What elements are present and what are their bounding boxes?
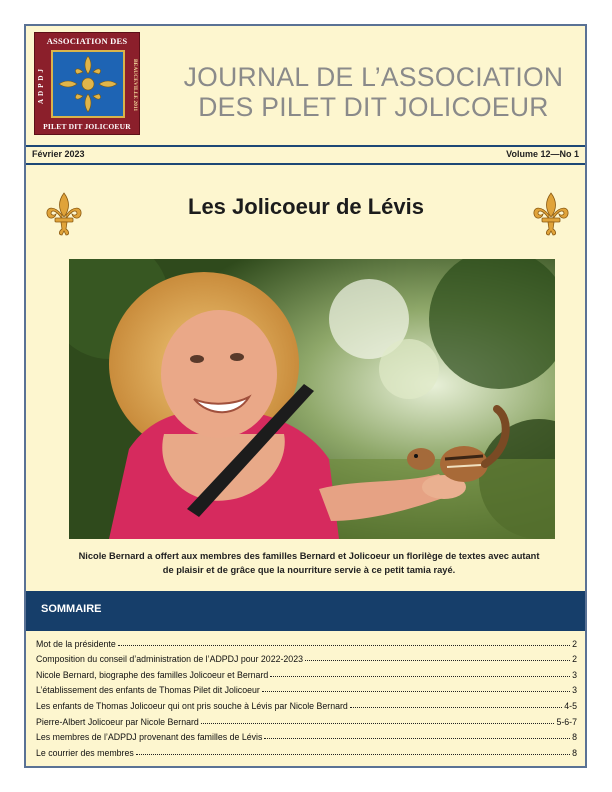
toc-item-title: Les membres de l’ADPDJ provenant des familles de Lévis [36,732,263,743]
toc-leader-dots [350,707,562,708]
logo-emblem [51,50,125,118]
cover-photo [69,259,555,539]
toc-leader-dots [264,738,570,739]
toc-item-page: 2 [572,638,577,649]
toc-item-title: Pierre-Albert Jolicoeur par Nicole Bernard [36,716,199,727]
toc-item-page: 3 [572,669,577,680]
toc-item-title: Le courrier des membres [36,747,134,758]
toc-item[interactable] [36,649,577,665]
logo-top-text: ASSOCIATION DES [46,36,128,46]
association-logo [34,32,140,135]
toc-item-page: 8 [572,747,577,758]
sommaire-header [26,591,585,631]
toc-item-page: 3 [572,685,577,696]
toc-item[interactable] [36,695,577,711]
journal-title [166,62,581,122]
toc-leader-dots [118,645,570,646]
photo-caption: Nicole Bernard a offert aux membres des familles Bernard et Jolicoeur un florilège de textes avec autant de plaisir et de grâce que la nourriture servie à ce petit tamia rayé. [78,551,540,575]
toc-item-title: Mot de la présidente [36,638,116,649]
toc-item[interactable] [36,680,577,696]
toc-item[interactable] [36,664,577,680]
toc-item[interactable] [36,711,577,727]
logo-side-text: ADPDJ [37,66,45,104]
newsletter-page [24,24,587,768]
logo-side-text-right: BEAUCEVILLE 2011 [132,58,138,112]
logo-bottom-text: PILET DIT JOLICOEUR [43,122,131,131]
issue-volume: Volume 12—No 1 [506,149,579,159]
toc-leader-dots [305,660,570,661]
journal-title-line1: JOURNAL DE L’ASSOCIATION [183,62,564,92]
header-rule-top [26,145,585,147]
header-rule-bottom [26,163,585,165]
toc-item[interactable] [36,727,577,743]
sommaire-title: SOMMAIRE [41,603,102,615]
toc-item-title: Les enfants de Thomas Jolicoeur qui ont pris souche à Lévis par Nicole Bernard [36,700,348,711]
fleur-de-lis-cross-icon [53,52,123,116]
woman-feeding-chipmunk-photo [69,259,555,539]
toc-leader-dots [201,723,555,724]
table-of-contents [36,633,577,758]
toc-leader-dots [136,754,570,755]
toc-item-page: 5-6-7 [556,716,577,727]
toc-item-title: L’établissement des enfants de Thomas Pilet dit Jolicoeur [36,685,260,696]
issue-date: Février 2023 [32,149,85,159]
fleur-de-lis-icon [44,191,84,237]
toc-item[interactable] [36,742,577,758]
fleur-de-lis-icon [531,191,571,237]
toc-item[interactable] [36,633,577,649]
article-headline: Les Jolicoeur de Lévis [188,194,424,219]
toc-item-page: 2 [572,654,577,665]
journal-title-line2: DES PILET DIT JOLICOEUR [198,92,549,122]
toc-item-title: Composition du conseil d’administration de l’ADPDJ pour 2022-2023 [36,654,303,665]
toc-leader-dots [262,691,570,692]
toc-leader-dots [270,676,570,677]
toc-item-page: 4-5 [564,700,577,711]
toc-item-page: 8 [572,732,577,743]
toc-item-title: Nicole Bernard, biographe des familles Jolicoeur et Bernard [36,669,269,680]
